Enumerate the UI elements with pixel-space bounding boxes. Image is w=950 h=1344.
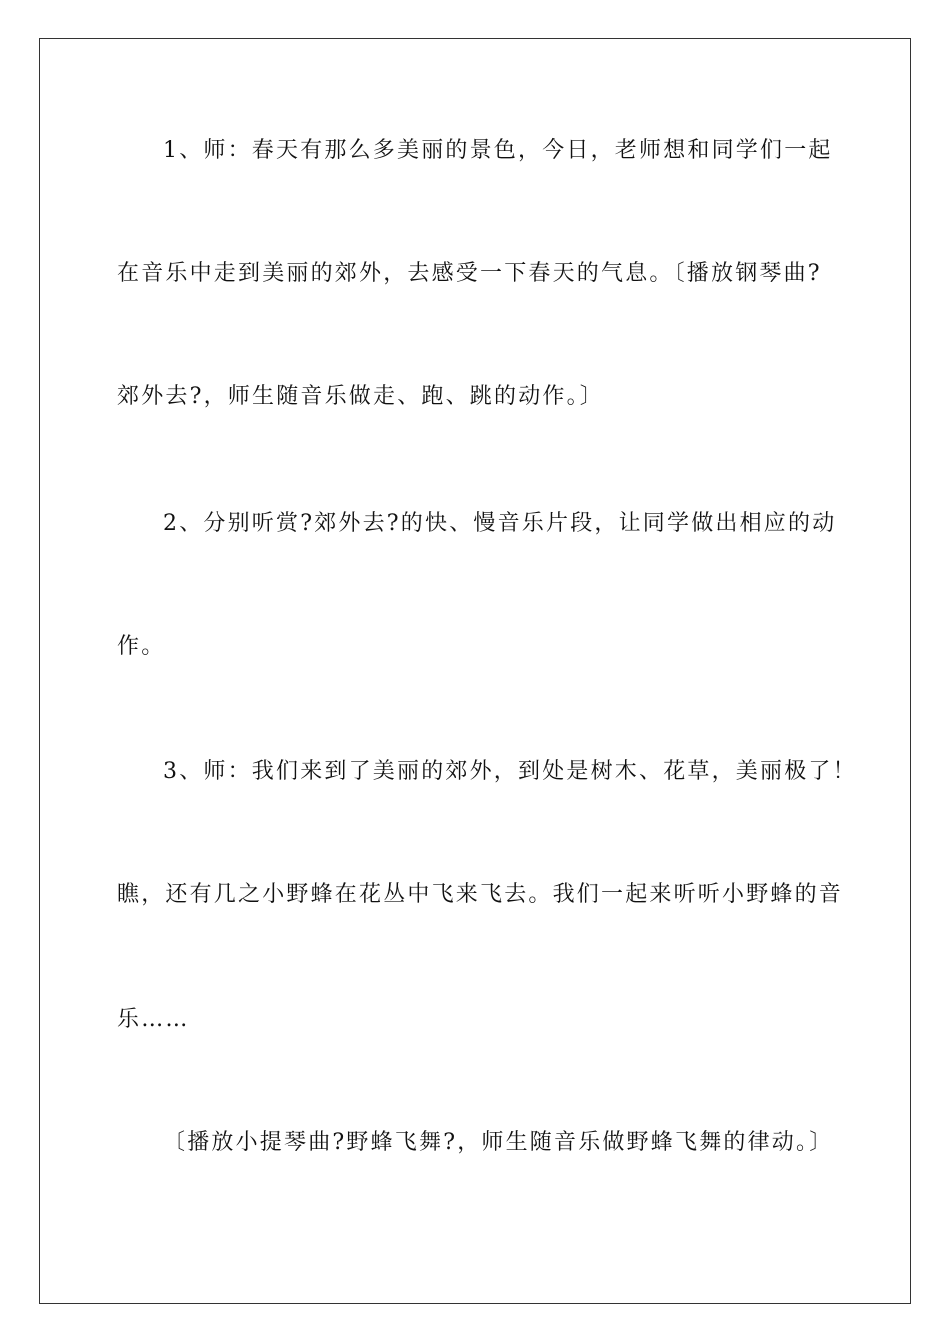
paragraph-1-line-2: 在音乐中走到美丽的郊外，去感受一下春天的气息。〔播放钢琴曲?	[117, 261, 822, 286]
page-border	[39, 38, 911, 1304]
paragraph-2-line-1: 2、分别听赏?郊外去?的快、慢音乐片段，让同学做出相应的动	[163, 511, 837, 536]
paragraph-4-line-1: 〔播放小提琴曲?野蜂飞舞?，师生随音乐做野蜂飞舞的律动。〕	[163, 1130, 834, 1155]
paragraph-2-line-2: 作。	[117, 634, 166, 659]
paragraph-3-line-2: 瞧，还有几之小野蜂在花丛中飞来飞去。我们一起来听听小野蜂的音	[117, 882, 844, 907]
paragraph-1-line-3: 郊外去?，师生随音乐做走、跑、跳的动作。〕	[117, 384, 604, 409]
paragraph-1-line-1: 1、师：春天有那么多美丽的景色，今日，老师想和同学们一起	[163, 138, 833, 163]
paragraph-3-line-1: 3、师：我们来到了美丽的郊外，到处是树木、花草，美丽极了！	[163, 759, 857, 784]
paragraph-3-line-3: 乐……	[117, 1007, 190, 1032]
